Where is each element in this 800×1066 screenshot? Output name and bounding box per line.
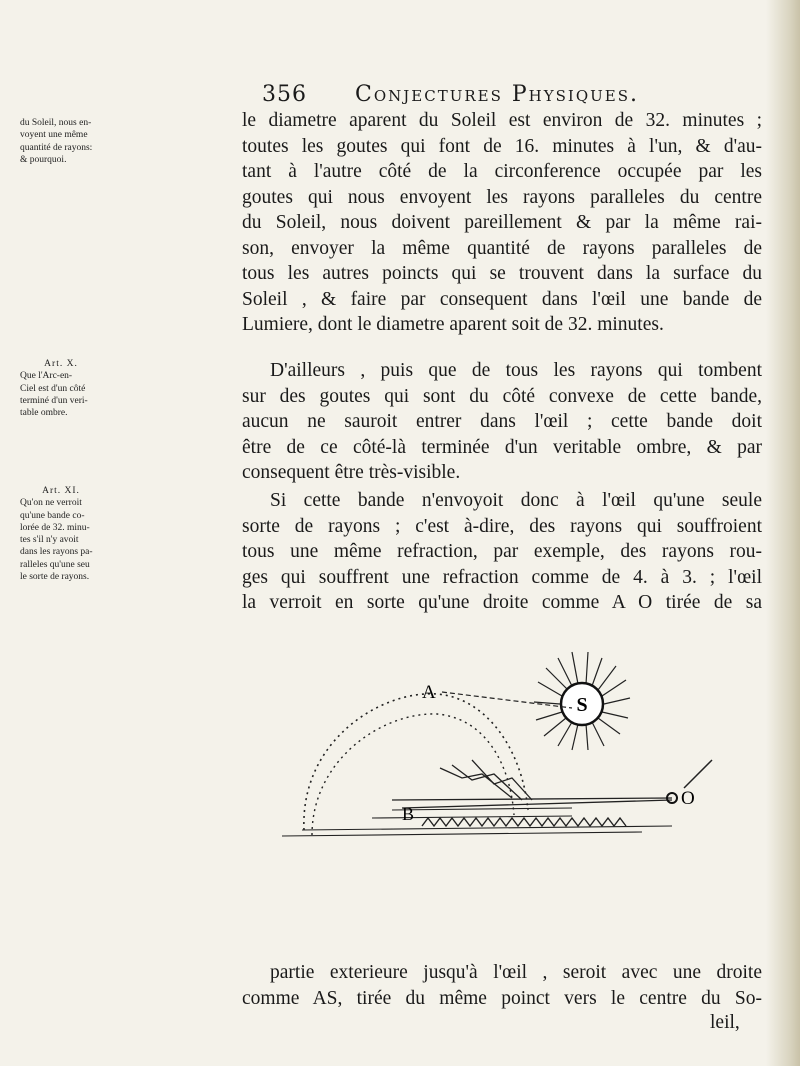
margin-note-line: lorée de 32. minu- (20, 522, 90, 533)
text-line: le diametre aparent du Soleil est environ de 32. minutes ; (242, 110, 762, 131)
text-line: tous les autres poincts qui se trouvent dans la surface du (242, 263, 762, 284)
margin-note-line: qu'une bande co- (20, 510, 85, 521)
text-line: tant à l'autre côté de la circonference occupée par les (242, 161, 762, 182)
margin-note-2 (20, 358, 102, 419)
running-title: Conjectures Physiques. (355, 82, 639, 107)
text-line: la verroit en sorte qu'une droite comme A O tirée de sa (242, 592, 762, 613)
observer-eye-icon (667, 760, 712, 809)
margin-note-line: table ombre. (20, 408, 68, 419)
margin-note-line: voyent une même (20, 130, 88, 141)
page-edge-shadow (766, 0, 800, 1066)
text-line: D'ailleurs , puis que de tous les rayons qui tombent (270, 360, 762, 381)
margin-note-line: Ciel est d'un côté (20, 383, 86, 394)
label-o: O (681, 788, 695, 809)
text-line: tous une même refraction, par exemple, des rayons rou- (242, 541, 762, 562)
rainbow-diagram-svg (272, 650, 732, 950)
text-line: toutes les goutes qui font de 16. minutes à l'un, & d'au- (242, 135, 762, 157)
text-line: ges qui souffrent une refraction comme de 4. à 3. ; l'œil (242, 566, 762, 588)
rainbow-diagram (272, 650, 732, 950)
paragraph-2 (242, 358, 762, 486)
text-line: Soleil , & faire par consequent dans l'œil une bande de (242, 288, 762, 310)
text-line: sorte de rayons ; c'est à-dire, des rayons qui souffroient (242, 515, 762, 537)
text-line: partie exterieure jusqu'à l'œil , seroit avec une droite (270, 962, 762, 983)
label-b: B (402, 804, 415, 824)
margin-note-article: Art. XI. (42, 486, 80, 496)
text-line: être de ce côté-là terminée d'un veritable ombre, & par (242, 436, 762, 458)
text-line: comme AS, tirée du même poinct vers le centre du So- (242, 987, 762, 1009)
margin-note-line: Qu'on ne verroit (20, 498, 82, 509)
margin-note-line: le sorte de rayons. (20, 572, 90, 583)
text-line: du Soleil, nous doivent pareillement & par la même rai- (242, 212, 762, 233)
text-line: sur des goutes qui sont du côté convexe de cette bande, (242, 385, 762, 407)
ground-hatching (282, 808, 672, 836)
ground-zigzag (422, 818, 626, 826)
ray-line (442, 692, 572, 708)
paragraph-1 (242, 108, 762, 338)
paragraph-3 (242, 488, 762, 616)
page-number: 356 (262, 82, 307, 107)
margin-note-line: tes s'il n'y avoit (20, 535, 79, 546)
margin-note-line: terminé d'un veri- (20, 395, 88, 406)
margin-note-line: dans les rayons pa- (20, 547, 93, 558)
text-line: Lumiere, dont le diametre aparent soit de 32. minutes. (242, 314, 664, 335)
text-line: goutes qui nous envoyent les rayons paralleles du centre (242, 186, 762, 208)
margin-note-line: quantité de rayons: (20, 142, 93, 153)
text-line: aucun ne sauroit entrer dans l'œil ; cette bande doit (242, 411, 762, 432)
margin-note-line: Que l'Arc-en- (20, 371, 73, 382)
text-line: Si cette bande n'envoyoit donc à l'œil qu'une seule (270, 490, 762, 511)
margin-note-1 (20, 117, 102, 166)
margin-note-3 (20, 485, 102, 583)
catchword: leil, (710, 1012, 740, 1033)
margin-note-line: & pourquoi. (20, 154, 67, 165)
observer-lines (392, 760, 672, 808)
sun-icon (534, 652, 630, 750)
margin-note-line: ralleles qu'une seu (20, 559, 90, 570)
text-line: son, envoyer la même quantité de rayons paralleles de (242, 237, 762, 259)
paragraph-4 (242, 960, 762, 1011)
margin-note-line: du Soleil, nous en- (20, 118, 92, 128)
running-header (262, 82, 732, 107)
label-s: S (576, 694, 588, 716)
margin-note-article: Art. X. (44, 359, 78, 369)
text-line: consequent être très-visible. (242, 462, 461, 483)
label-a: A (422, 682, 436, 703)
